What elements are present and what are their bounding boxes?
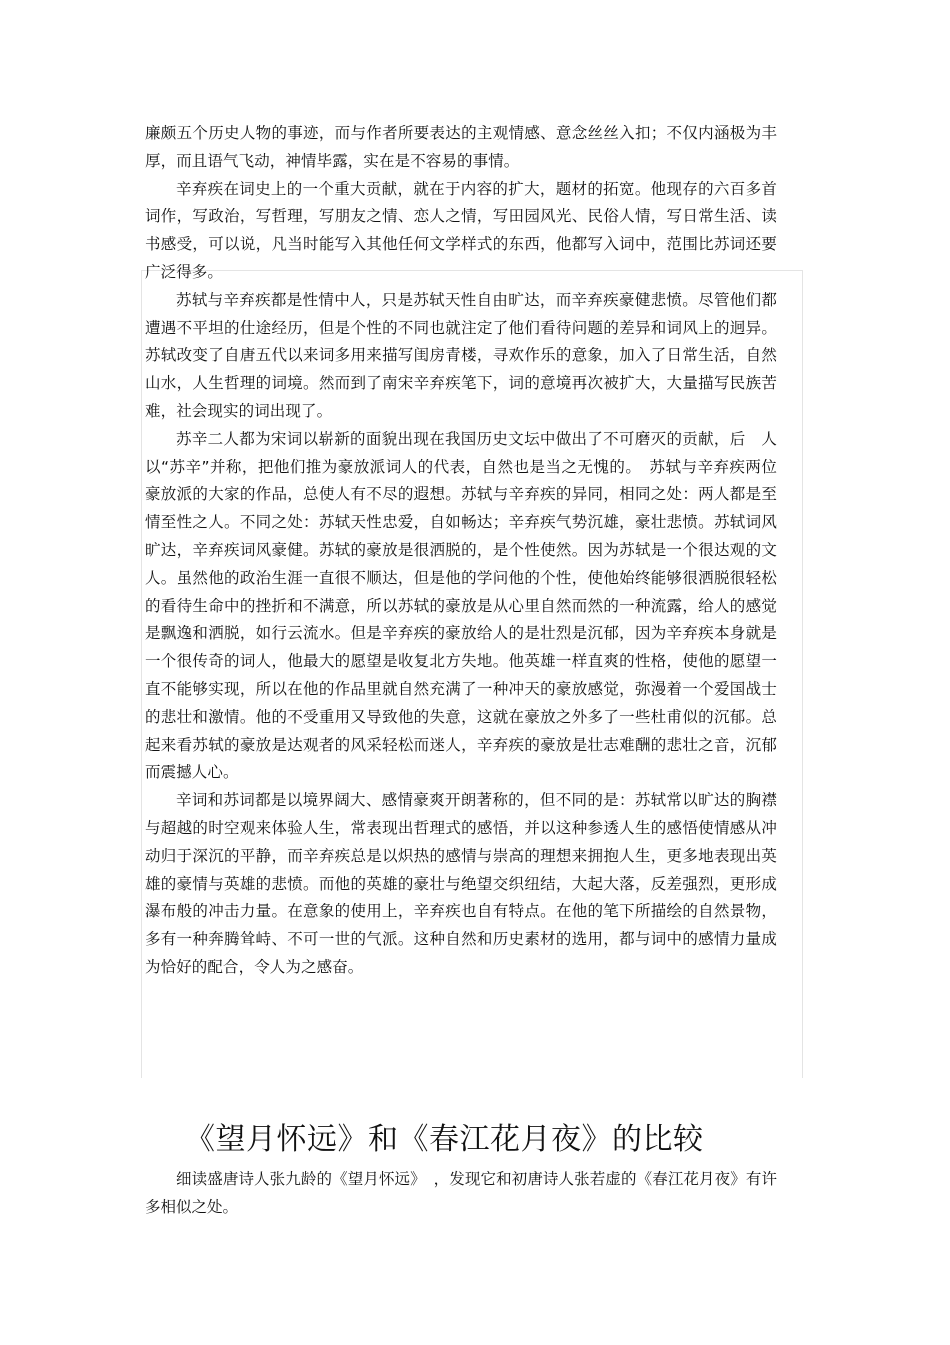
paragraph-3: 苏轼与辛弃疾都是性情中人，只是苏轼天性自由旷达，而辛弃疾豪健悲愤。尽管他们都遭遇不平坦的仕途经历，但是个性的不同也就注定了他们看待问题的差异和词风上的迥异。苏轼改变了自唐五代以来词多用来描写闺房青楼，寻欢作乐的意象，加入了日常生活，自然山水，人生哲理的词境。然而到了南宋辛弃疾笔下，词的意境再次被扩大，大量描写民族苦难，社会现实的词出现了。 <box>145 290 777 420</box>
section-intro: 细读盛唐诗人张九龄的《望月怀远》 ，发现它和初唐诗人张若虚的《春江花月夜》有许多相似之处。 <box>145 1170 777 1216</box>
section-heading: 《望月怀远》和《春江花月夜》的比较 <box>185 1122 704 1157</box>
paragraph-2: 辛弃疾在词史上的一个重大贡献，就在于内容的扩大，题材的拓宽。他现存的六百多首词作，写政治，写哲理，写朋友之情、恋人之情，写田园风光、民俗人情，写日常生活、读书感受，可以说，凡当时能写入其他任何文学样式的东西，他都写入词中，范围比苏词还要广泛得多。 <box>145 179 777 281</box>
paragraph-4: 苏辛二人都为宋词以崭新的面貌出现在我国历史文坛中做出了不可磨灭的贡献，后 人以“苏辛”并称，把他们推为豪放派词人的代表，自然也是当之无愧的。 苏轼与辛弃疾两位豪放派的大家的作品，总使人有不尽的遐想。苏轼与辛弃疾的异同，相同之处：两人都是至情至性之人。不同之处：苏轼天性忠爱，自如畅达；辛弃疾气势沉雄，豪壮悲愤。苏轼词风旷达，辛弃疾词风豪健。苏轼的豪放是很洒脱的，是个性使然。因为苏轼是一个很达观的文人。虽然他的政治生涯一直很不顺达，但是他的学问他的个性，使他始终能够很洒脱很轻松的看待生命中的挫折和不满意，所以苏轼的豪放是从心里自然而然的一种流露，给人的感觉是飘逸和洒脱，如行云流水。但是辛弃疾的豪放给人的是壮烈是沉郁，因为辛弃疾本身就是一个很传奇的词人，他最大的愿望是收复北方失地。他英雄一样直爽的性格，使他的愿望一直不能够实现，所以在他的作品里就自然充满了一种冲天的豪放感觉，弥漫着一个爱国战士的悲壮和激情。他的不受重用又导致他的失意，这就在豪放之外多了一些杜甫似的沉郁。总起来看苏轼的豪放是达观者的风采轻松而迷人，辛弃疾的豪放是壮志难酬的悲壮之音，沉郁而震撼人心。 <box>145 429 777 782</box>
paragraph-5: 辛词和苏词都是以境界阔大、感情豪爽开朗著称的，但不同的是：苏轼常以旷达的胸襟与超越的时空观来体验人生，常表现出哲理式的感悟，并以这种参透人生的感悟使情感从冲动归于深沉的平静，而辛弃疾总是以炽热的感情与崇高的理想来拥抱人生，更多地表现出英雄的豪情与英雄的悲愤。而他的英雄的豪壮与绝望交织纽结，大起大落，反差强烈，更形成瀑布般的冲击力量。在意象的使用上，辛弃疾也自有特点。在他的笔下所描绘的自然景物，多有一种奔腾耸峙、不可一世的气派。这种自然和历史素材的选用，都与词中的感情力量成为恰好的配合，令人为之感奋。 <box>145 791 777 976</box>
paragraph-1: 廉颇五个历史人物的事迹，而与作者所要表达的主观情感、意念丝丝入扣；不仅内涵极为丰厚，而且语气飞动，神情毕露，实在是不容易的事情。 <box>145 124 777 170</box>
body-text <box>145 120 777 982</box>
section-intro-block <box>145 1165 777 1221</box>
